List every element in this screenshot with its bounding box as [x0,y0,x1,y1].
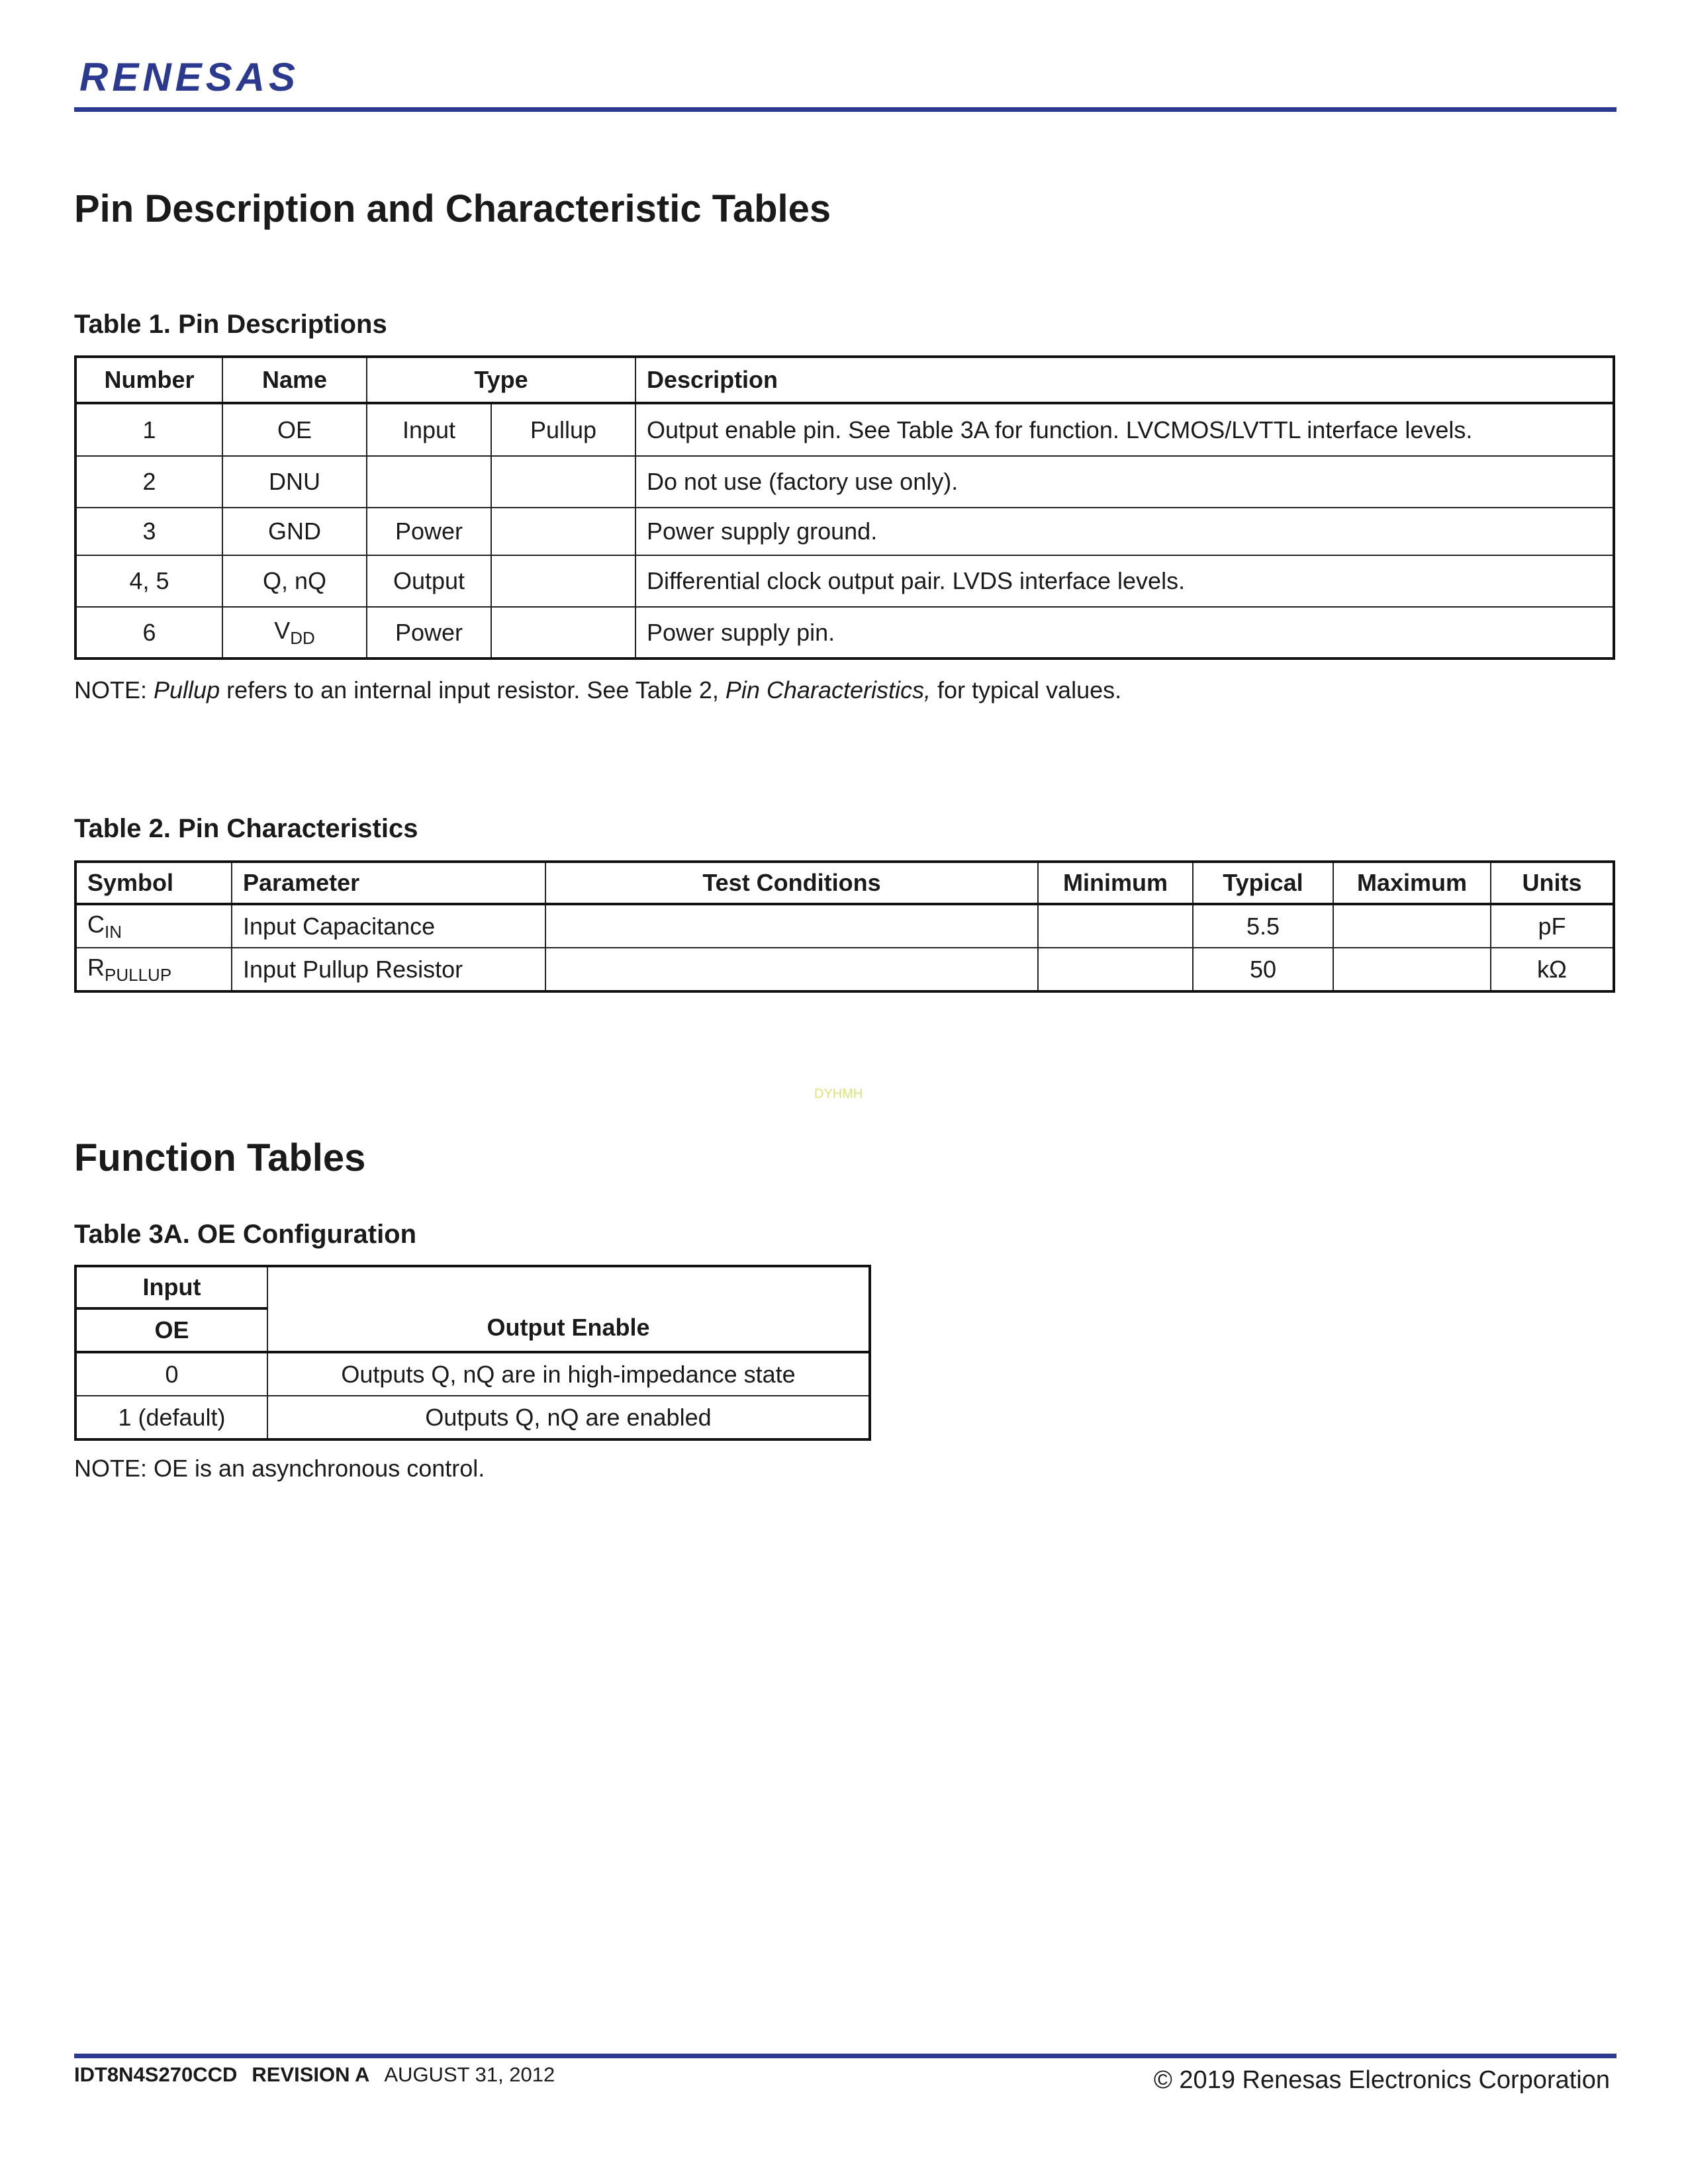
header-number: Number [75,357,222,403]
footer-doc-info [74,2063,555,2087]
cell-parameter: Input Capacitance [232,904,545,948]
cell-name: Q, nQ [222,555,367,607]
table-row [75,607,1614,659]
cell-description: Differential clock output pair. LVDS interface levels. [635,555,1614,607]
cell-minimum [1038,948,1193,991]
symbol-main: C [87,910,105,938]
cell-type: Power [367,607,491,659]
note-term-pullup: Pullup [154,676,220,704]
oe-configuration-table [74,1265,871,1441]
table-header-row [75,357,1614,403]
note-prefix: NOTE: [74,676,154,704]
cell-output: Outputs Q, nQ are enabled [267,1396,870,1439]
header-type: Type [367,357,635,403]
section-title-function-tables: Function Tables [74,1136,366,1179]
table-row [75,1396,870,1439]
header-minimum: Minimum [1038,862,1193,904]
header-input: Input [75,1266,267,1308]
cell-type-detail: Pullup [491,403,635,456]
footer-doc-id: IDT8N4S270CCD [74,2063,238,2086]
cell-name: DNU [222,456,367,508]
footer-revision: REVISION A [252,2063,370,2086]
cell-number: 2 [75,456,222,508]
symbol-subscript: IN [105,921,122,942]
table-row [75,904,1614,948]
symbol-subscript: PULLUP [105,964,172,985]
cell-maximum [1333,948,1491,991]
cell-type: Output [367,555,491,607]
header-typical: Typical [1193,862,1333,904]
cell-number: 6 [75,607,222,659]
cell-type-detail [491,555,635,607]
cell-symbol [75,904,232,948]
cell-type-detail [491,508,635,555]
pin-characteristics-table [74,860,1615,993]
note-text: refers to an internal input resistor. See Table 2, [220,676,726,704]
symbol-subscript: DD [290,627,315,648]
cell-description: Output enable pin. See Table 3A for function. LVCMOS/LVTTL interface levels. [635,403,1614,456]
cell-description: Do not use (factory use only). [635,456,1614,508]
cell-name [222,607,367,659]
header-oe: OE [75,1308,267,1352]
cell-oe: 0 [75,1352,267,1396]
cell-test-conditions [545,948,1038,991]
table-row [75,555,1614,607]
table1-title: Table 1. Pin Descriptions [74,310,387,339]
table-row [75,403,1614,456]
cell-type: Power [367,508,491,555]
cell-number: 3 [75,508,222,555]
header-parameter: Parameter [232,862,545,904]
cell-parameter: Input Pullup Resistor [232,948,545,991]
header-description: Description [635,357,1614,403]
cell-units: kΩ [1491,948,1614,991]
cell-test-conditions [545,904,1038,948]
cell-name: GND [222,508,367,555]
cell-type-detail [491,456,635,508]
table-row [75,1352,870,1396]
header-rule [74,107,1617,112]
cell-units: pF [1491,904,1614,948]
table1-note [74,676,1121,704]
table-header-row [75,1266,870,1308]
cell-symbol [75,948,232,991]
header-test-conditions: Test Conditions [545,862,1038,904]
symbol-main: R [87,953,105,981]
footer-date: AUGUST 31, 2012 [384,2063,555,2086]
footer-copyright: © 2019 Renesas Electronics Corporation [1153,2066,1610,2094]
cell-description: Power supply pin. [635,607,1614,659]
renesas-logo: RENESAS [79,55,300,99]
table3a-title: Table 3A. OE Configuration [74,1220,417,1249]
cell-type [367,456,491,508]
header-units: Units [1491,862,1614,904]
cell-typical: 50 [1193,948,1333,991]
table-row [75,456,1614,508]
pin-descriptions-table [74,355,1615,660]
cell-number: 4, 5 [75,555,222,607]
table3a-note: NOTE: OE is an asynchronous control. [74,1455,485,1482]
cell-name: OE [222,403,367,456]
table2-title: Table 2. Pin Characteristics [74,814,418,843]
header-maximum: Maximum [1333,862,1491,904]
cell-type: Input [367,403,491,456]
table-row [75,508,1614,555]
section-title-pin-description: Pin Description and Characteristic Tables [74,187,831,230]
cell-output: Outputs Q, nQ are in high-impedance state [267,1352,870,1396]
cell-type-detail [491,607,635,659]
note-suffix: for typical values. [930,676,1122,704]
cell-typical: 5.5 [1193,904,1333,948]
table-header-row [75,862,1614,904]
watermark: DYHMH [814,1087,863,1101]
cell-minimum [1038,904,1193,948]
cell-oe: 1 (default) [75,1396,267,1439]
symbol-main: V [274,616,291,644]
cell-maximum [1333,904,1491,948]
cell-number: 1 [75,403,222,456]
note-term-pin-characteristics: Pin Characteristics, [725,676,931,704]
table-row [75,948,1614,991]
header-symbol: Symbol [75,862,232,904]
header-output-enable: Output Enable [267,1266,870,1352]
header-name: Name [222,357,367,403]
cell-description: Power supply ground. [635,508,1614,555]
footer-rule [74,2054,1617,2058]
